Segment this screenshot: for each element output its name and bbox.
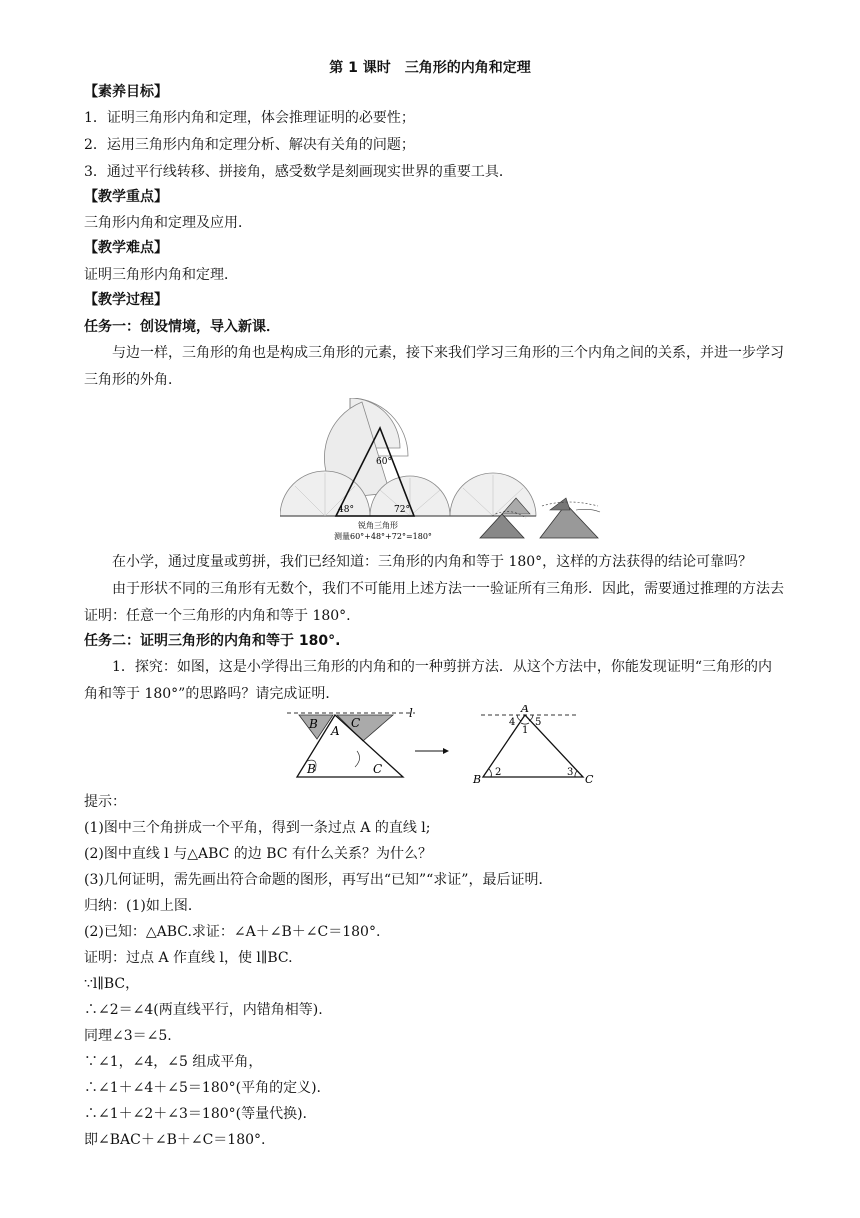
right-label-3: 3: [567, 767, 574, 778]
hints-header: 提示：: [84, 794, 126, 810]
goal-item-1: 1．证明三角形内角和定理，体会推理证明的必要性；: [84, 110, 415, 126]
right-label-B: B: [473, 773, 482, 786]
difficult-header: 【教学难点】: [84, 240, 168, 256]
goals-header: 【素养目标】: [84, 84, 168, 100]
key-text: 三角形内角和定理及应用．: [84, 215, 252, 231]
goal-item-3: 3．通过平行线转移、拼接角，感受数学是刻画现实世界的重要工具．: [84, 164, 513, 180]
caption-acute-triangle: 锐角三角形: [358, 521, 398, 530]
hint-item-1: (1)图中三个角拼成一个平角，得到一条过点 A 的直线 l;: [84, 820, 431, 836]
right-label-5: 5: [535, 717, 542, 728]
task1-heading: 任务一：创设情境，导入新课．: [84, 319, 280, 335]
proof-line: ∴∠1＋∠4＋∠5＝180°(平角的定义).: [84, 1080, 322, 1096]
angle-48-label: 48°: [338, 505, 354, 515]
right-label-2: 2: [495, 767, 502, 778]
task2-heading: 任务二：证明三角形的内角和等于 180°.: [84, 633, 341, 649]
task1-intro: [84, 340, 784, 394]
left-label-B-bottom: B: [307, 762, 316, 776]
key-header: 【教学重点】: [84, 189, 168, 205]
hint-item-2: (2)图中直线 l 与△ABC 的边 BC 有什么关系？为什么？: [84, 846, 432, 862]
page-title: 第 1 课时 三角形的内角和定理: [329, 60, 531, 76]
caption-measure: 测量60°+48°+72°=180°: [334, 532, 432, 541]
triangle-proof-figure: [285, 705, 605, 789]
proof-line: 同理∠3＝∠5.: [84, 1028, 172, 1044]
proof-line: 证明：过点 A 作直线 l，使 l∥BC.: [84, 950, 293, 966]
after-fig1-p1: 在小学，通过度量或剪拼，我们已经知道：三角形的内角和等于 180°，这样的方法获得的结论可靠吗？: [112, 554, 753, 570]
left-label-B-top: B: [309, 717, 318, 731]
proof-line: ∵∠1，∠4，∠5 组成平角，: [84, 1054, 263, 1070]
left-label-l: l: [409, 706, 413, 720]
process-header: 【教学过程】: [84, 292, 168, 308]
right-label-1: 1: [522, 725, 529, 736]
task1-intro-text: 与边一样，三角形的角也是构成三角形的元素，接下来我们学习三角形的三个内角之间的关系，并进一步学习三角形的外角．: [84, 345, 784, 388]
proof-line: 即∠BAC＋∠B＋∠C＝180°.: [84, 1132, 266, 1148]
difficult-text: 证明三角形内角和定理．: [84, 267, 238, 283]
proof-line: ∴∠1＋∠2＋∠3＝180°(等量代换).: [84, 1106, 308, 1122]
goal-item-2: 2．运用三角形内角和定理分析、解决有关角的问题；: [84, 137, 415, 153]
angle-72-label: 72°: [394, 505, 410, 515]
right-label-C: C: [585, 773, 594, 786]
left-label-A: A: [331, 724, 340, 738]
task2-explore: [84, 654, 784, 708]
left-label-C-top: C: [351, 716, 361, 730]
right-label-4: 4: [509, 717, 516, 728]
right-label-A: A: [521, 705, 529, 715]
after-fig1-block: [84, 549, 784, 630]
task2-explore-text: 1．探究：如图，这是小学得出三角形的内角和的一种剪拼方法．从这个方法中，你能发现证明“三角形的内角和等于 180°”的思路吗？请完成证明．: [84, 659, 773, 702]
angle-60-label: 60°: [376, 457, 392, 467]
after-fig1-p2: 由于形状不同的三角形有无数个，我们不可能用上述方法一一验证所有三角形．因此，需要通过推理的方法去证明：任意一个三角形的内角和等于 180°.: [84, 581, 784, 624]
proof-line: ∵l∥BC，: [84, 976, 140, 992]
proof-line: 归纳：(1)如上图．: [84, 898, 202, 914]
proof-line: (2)已知：△ABC.求证：∠A＋∠B＋∠C＝180°.: [84, 924, 381, 940]
hint-item-3: (3)几何证明，需先画出符合命题的图形，再写出“已知”“求证”，最后证明．: [84, 872, 553, 888]
left-label-C-bottom: C: [373, 762, 383, 776]
proof-line: ∴∠2＝∠4(两直线平行，内错角相等).: [84, 1002, 323, 1018]
protractor-figure: [280, 398, 610, 544]
